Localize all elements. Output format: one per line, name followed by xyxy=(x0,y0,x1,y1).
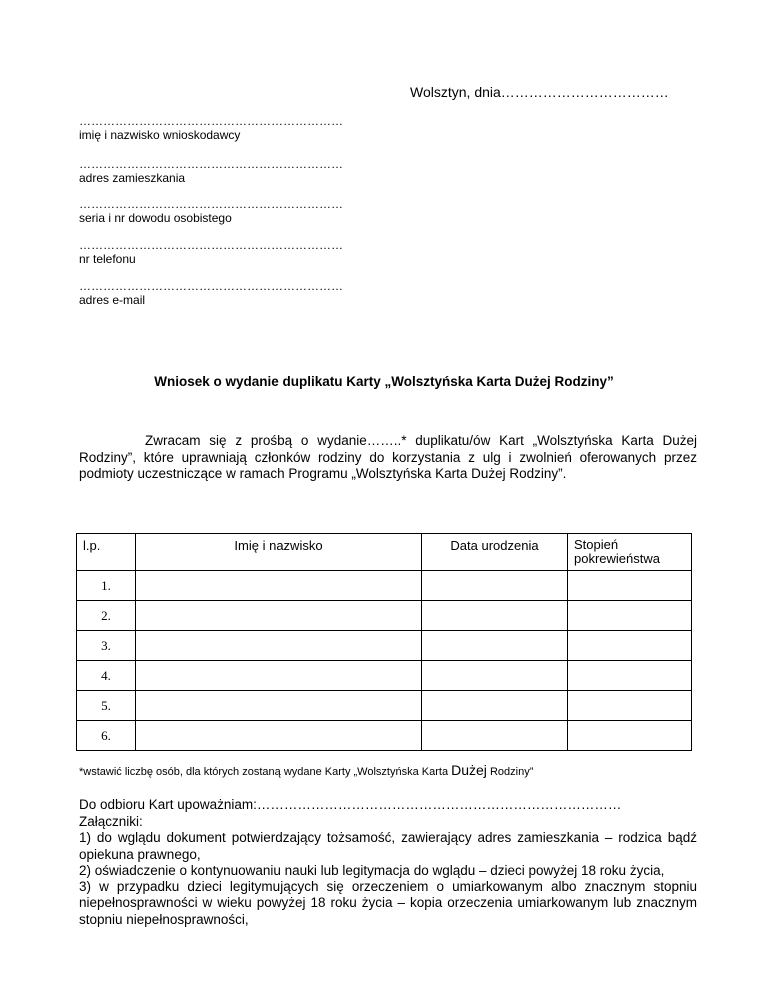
relation-cell[interactable] xyxy=(568,571,692,601)
id-card-field xyxy=(79,197,399,225)
header-birth-date: Data urodzenia xyxy=(422,534,568,571)
table-row xyxy=(77,721,692,751)
email-field xyxy=(79,279,399,307)
footnote xyxy=(79,762,533,778)
document-title: Wniosek o wydanie duplikatu Karty „Wolsztyńska Karta Dużej Rodziny” xyxy=(154,374,614,389)
applicant-name-field xyxy=(79,114,399,142)
place-date-dots[interactable]: ……………………………… xyxy=(500,84,669,100)
footnote-part1: *wstawić liczbę osób, dla których zostaną wydane Karty „Wolsztyńska Karta xyxy=(79,766,452,778)
address-label: adres zamieszkania xyxy=(79,171,186,185)
authorization-line[interactable]: Do odbioru Kart upoważniam:……………………………………………………………………… xyxy=(79,797,622,812)
family-members-table xyxy=(76,533,692,751)
row-number: 6. xyxy=(77,721,136,751)
row-number: 3. xyxy=(77,631,136,661)
birth-date-cell[interactable] xyxy=(422,721,568,751)
row-number: 4. xyxy=(77,661,136,691)
table-row xyxy=(77,631,692,661)
name-cell[interactable] xyxy=(136,691,422,721)
applicant-name-label: imię i nazwisko wnioskodawcy xyxy=(79,128,241,142)
relation-cell[interactable] xyxy=(568,661,692,691)
birth-date-cell[interactable] xyxy=(422,691,568,721)
request-paragraph xyxy=(79,433,697,483)
header-relation: Stopień pokrewieństwa xyxy=(568,534,692,571)
place-date-line xyxy=(410,84,669,100)
relation-cell[interactable] xyxy=(568,601,692,631)
id-card-blank[interactable]: ………………………………………………………… xyxy=(79,197,343,211)
phone-field xyxy=(79,238,399,266)
email-label: adres e-mail xyxy=(79,293,146,307)
birth-date-cell[interactable] xyxy=(422,571,568,601)
table-row xyxy=(77,691,692,721)
relation-cell[interactable] xyxy=(568,631,692,661)
address-blank[interactable]: ………………………………………………………… xyxy=(79,157,343,171)
header-lp: l.p. xyxy=(77,534,136,571)
table-header-row xyxy=(77,534,692,571)
row-number: 1. xyxy=(77,571,136,601)
relation-cell[interactable] xyxy=(568,721,692,751)
id-card-label: seria i nr dowodu osobistego xyxy=(79,211,232,225)
table-row xyxy=(77,571,692,601)
row-number: 5. xyxy=(77,691,136,721)
table-row xyxy=(77,601,692,631)
address-field xyxy=(79,157,399,185)
place-date-label: Wolsztyn, dnia xyxy=(410,84,501,100)
name-cell[interactable] xyxy=(136,661,422,691)
phone-label: nr telefonu xyxy=(79,252,136,266)
attachment-item: 1) do wglądu dokument potwierdzający tożsamość, zawierający adres zamieszkania – rodzica bądź opiekuna prawnego, xyxy=(79,830,697,862)
birth-date-cell[interactable] xyxy=(422,661,568,691)
attachment-item: 3) w przypadku dzieci legitymujących się orzeczeniem o umiarkowanym albo znacznym stopniu niepełnosprawności w wieku powyżej 18 roku życia – kopia orzeczenia umiarkowanym lub znacznym stopniu niepełnosprawności, xyxy=(79,879,697,927)
request-text: Zwracam się z prośbą o wydanie……..* duplikatu/ów Kart „Wolsztyńska Karta Dużej Rodziny”, które uprawniają członków rodziny do korzystania z ulg i zwolnień oferowanych przez podmioty uczestniczące w ramach Programu „Wolsztyńska Karta Dużej Rodziny”. xyxy=(79,433,697,481)
birth-date-cell[interactable] xyxy=(422,631,568,661)
name-cell[interactable] xyxy=(136,721,422,751)
attachment-item: 2) oświadczenie o kontynuowaniu nauki lub legitymacja do wglądu – dzieci powyżej 18 roku życia, xyxy=(79,862,665,878)
attachments-heading: Załączniki: xyxy=(79,814,143,829)
name-cell[interactable] xyxy=(136,571,422,601)
footnote-part3: Rodziny” xyxy=(486,766,534,778)
row-number: 2. xyxy=(77,601,136,631)
attachments-section xyxy=(79,814,697,928)
name-cell[interactable] xyxy=(136,631,422,661)
table-row xyxy=(77,661,692,691)
email-blank[interactable]: ………………………………………………………… xyxy=(79,279,343,293)
relation-cell[interactable] xyxy=(568,691,692,721)
applicant-name-blank[interactable]: ………………………………………………………… xyxy=(79,114,343,128)
header-name: Imię i nazwisko xyxy=(136,534,422,571)
phone-blank[interactable]: ………………………………………………………… xyxy=(79,238,343,252)
name-cell[interactable] xyxy=(136,601,422,631)
birth-date-cell[interactable] xyxy=(422,601,568,631)
footnote-part2: Dużej xyxy=(451,762,487,778)
